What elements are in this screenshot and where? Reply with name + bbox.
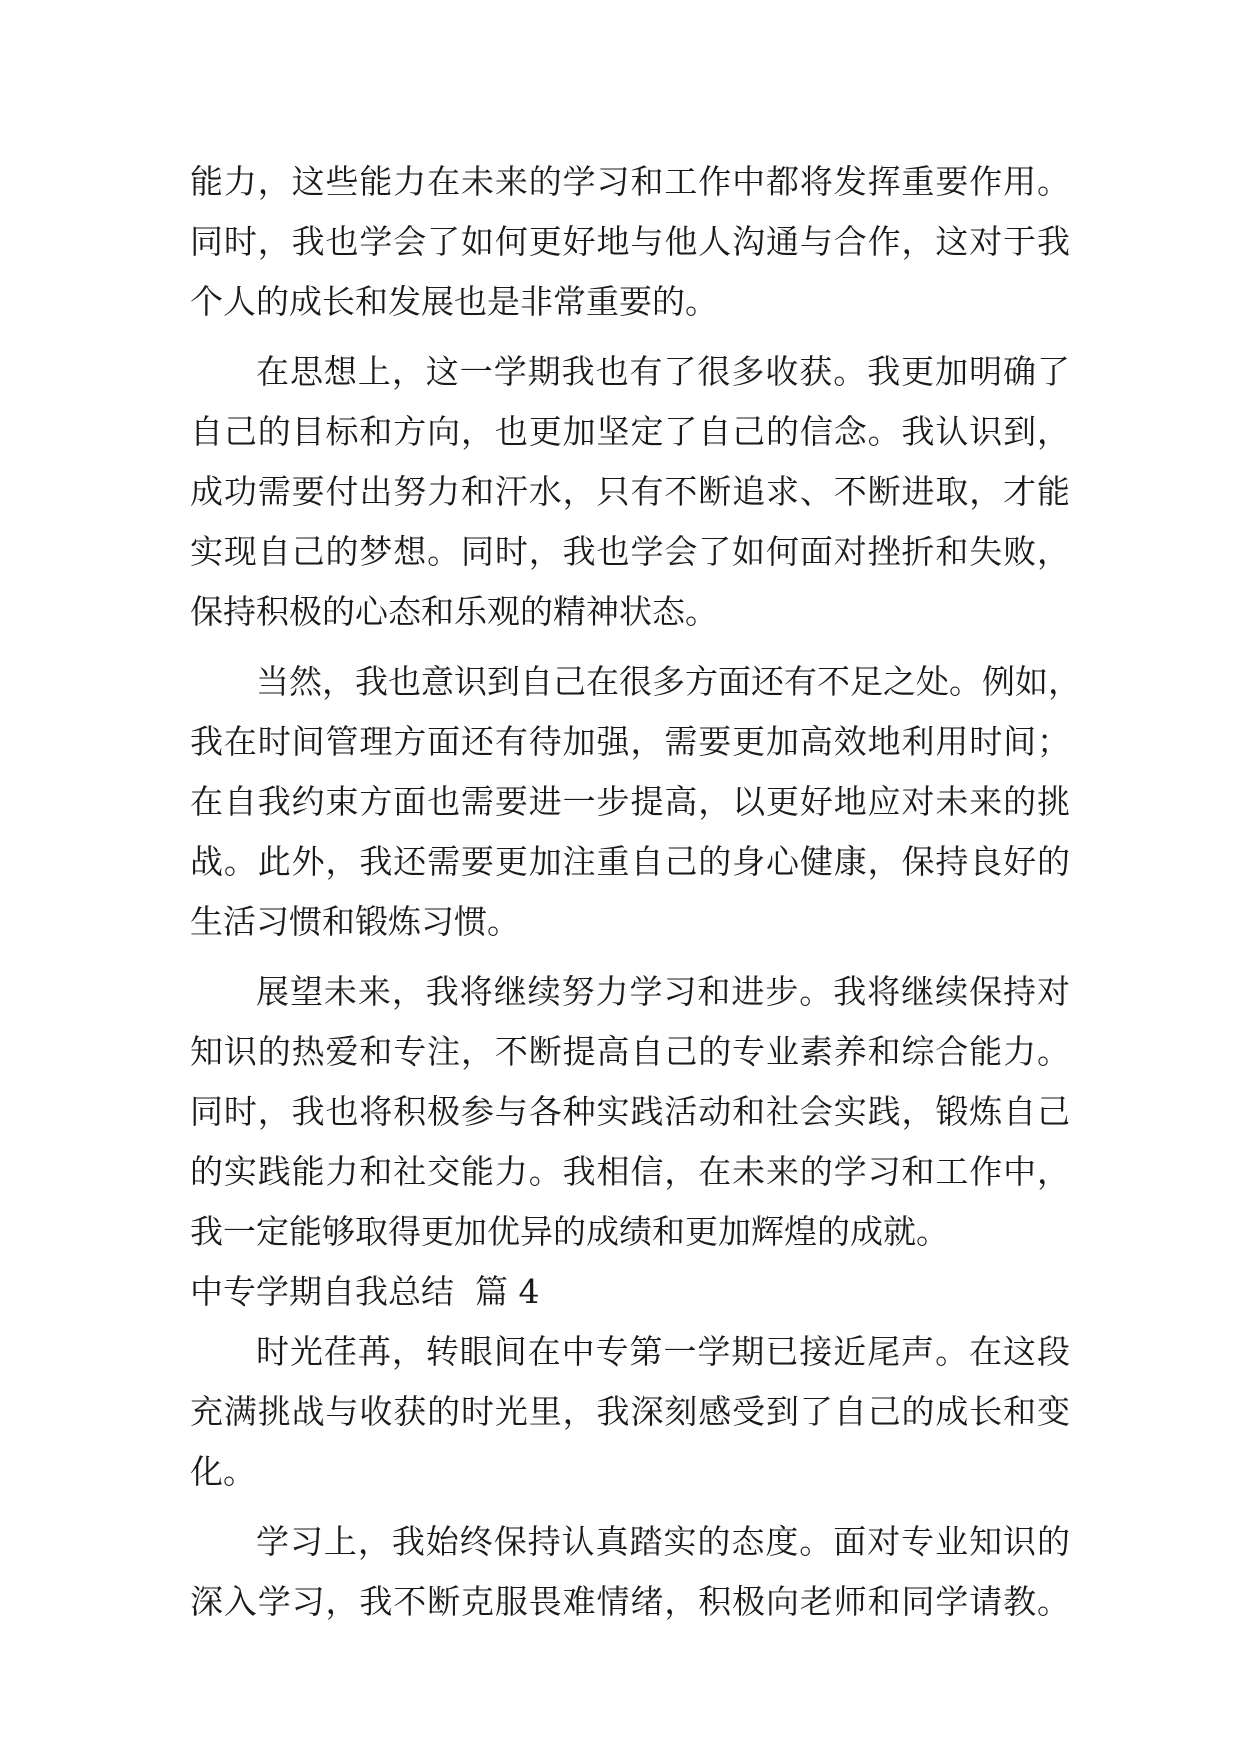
paragraph xyxy=(190,1512,1070,1632)
paragraph xyxy=(190,342,1070,642)
text-line: 当然，我也意识到自己在很多方面还有不足之处。例如， xyxy=(256,662,1081,701)
text-line: 实现自己的梦想。同时，我也学会了如何面对挫折和失败， xyxy=(190,532,1070,571)
text-line: 生活习惯和锻炼习惯。 xyxy=(190,902,520,941)
text-line: 我在时间管理方面还有待加强，需要更加高效地利用时间； xyxy=(190,722,1070,761)
text-line: 在思想上，这一学期我也有了很多收获。我更加明确了 xyxy=(256,352,1070,391)
paragraph xyxy=(190,962,1070,1262)
text-line: 个人的成长和发展也是非常重要的。 xyxy=(190,282,718,321)
document-body xyxy=(190,152,1081,1632)
paragraph xyxy=(190,152,1070,332)
paragraph xyxy=(190,1322,1070,1502)
text-line: 我一定能够取得更加优异的成绩和更加辉煌的成就。 xyxy=(190,1212,949,1251)
section-heading: 中专学期自我总结 篇 4 xyxy=(190,1272,540,1311)
text-line: 保持积极的心态和乐观的精神状态。 xyxy=(190,592,718,631)
text-line: 自己的目标和方向，也更加坚定了自己的信念。我认识到， xyxy=(190,412,1070,451)
paragraph xyxy=(190,652,1081,952)
text-line: 在自我约束方面也需要进一步提高，以更好地应对未来的挑 xyxy=(190,782,1070,821)
text-line: 同时，我也将积极参与各种实践活动和社会实践，锻炼自己 xyxy=(190,1092,1070,1131)
text-line: 成功需要付出努力和汗水，只有不断追求、不断进取，才能 xyxy=(190,472,1070,511)
text-line: 充满挑战与收获的时光里，我深刻感受到了自己的成长和变 xyxy=(190,1392,1070,1431)
text-line: 知识的热爱和专注，不断提高自己的专业素养和综合能力。 xyxy=(190,1032,1070,1071)
text-line: 同时，我也学会了如何更好地与他人沟通与合作，这对于我 xyxy=(190,222,1070,261)
text-line: 时光荏苒，转眼间在中专第一学期已接近尾声。在这段 xyxy=(256,1332,1070,1371)
text-line: 的实践能力和社交能力。我相信，在未来的学习和工作中， xyxy=(190,1152,1070,1191)
text-line: 展望未来，我将继续努力学习和进步。我将继续保持对 xyxy=(256,972,1070,1011)
text-line: 化。 xyxy=(190,1452,256,1491)
text-line: 战。此外，我还需要更加注重自己的身心健康，保持良好的 xyxy=(190,842,1070,881)
text-line: 学习上，我始终保持认真踏实的态度。面对专业知识的 xyxy=(256,1522,1070,1561)
text-line: 能力，这些能力在未来的学习和工作中都将发挥重要作用。 xyxy=(190,162,1070,201)
text-line: 深入学习，我不断克服畏难情绪，积极向老师和同学请教。 xyxy=(190,1582,1070,1621)
